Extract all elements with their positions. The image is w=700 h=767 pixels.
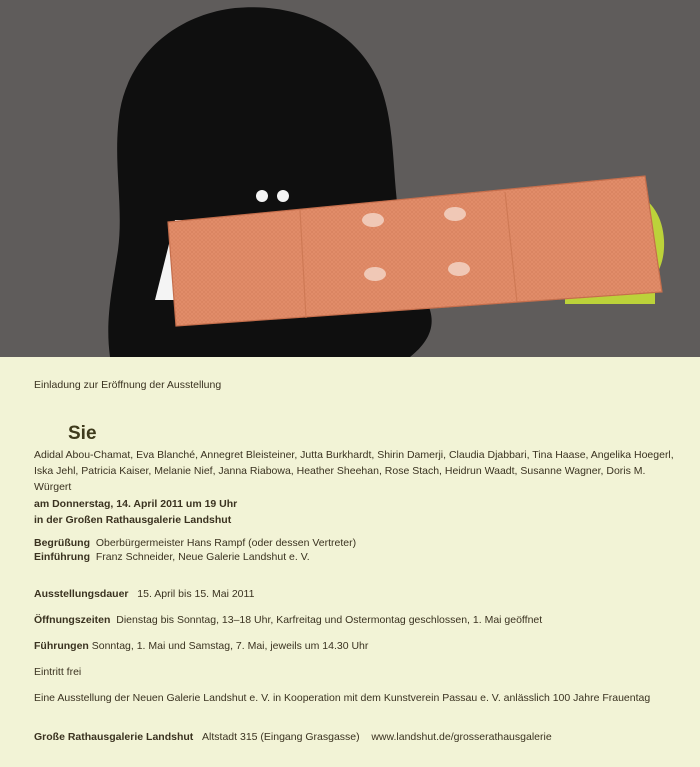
tours-label: Führungen — [34, 640, 89, 652]
hours-label: Öffnungszeiten — [34, 614, 111, 626]
artist-list: Adidal Abou-Chamat, Eva Blanché, Annegret Bleisteiner, Jutta Burkhardt, Shirin Damerji, Claudia Djabbari, Tina Haase, Angelika Hoegerl, Iska Jehl, Patricia Kaiser, Melanie Nief, Janna Riabowa, Heather Sheehan, Rose Stach, Heidrun Waadt, Susanne Wagner, Doris M. Würgert — [34, 449, 674, 493]
exhibition-title: Sie — [68, 423, 97, 444]
hero-image — [0, 0, 700, 357]
introduction-label: Einführung — [34, 551, 90, 563]
introduction-line — [34, 550, 310, 565]
invitation-text — [0, 357, 700, 767]
umlaut-dot-left — [256, 190, 268, 202]
venue-address: Altstadt 315 (Eingang Grasgasse) — [202, 731, 360, 743]
greeting-label: Begrüßung — [34, 537, 90, 549]
venue-name: Große Rathausgalerie Landshut — [34, 731, 194, 743]
venue-url: www.landshut.de/grosserathausgalerie — [371, 731, 552, 743]
admission: Eintritt frei — [34, 666, 82, 678]
duration-line — [34, 587, 254, 602]
venue-line — [34, 730, 552, 745]
tours-value: Sonntag, 1. Mai und Samstag, 7. Mai, jeweils um 14.30 Uhr — [91, 640, 369, 652]
opening-place: in der Großen Rathausgalerie Landshut — [34, 514, 232, 526]
opening-date: am Donnerstag, 14. April 2011 um 19 Uhr — [34, 498, 238, 510]
hours-value: Dienstag bis Sonntag, 13–18 Uhr, Karfreitag und Ostermontag geschlossen, 1. Mai geöffnet — [116, 614, 543, 626]
introduction-value: Franz Schneider, Neue Galerie Landshut e. V. — [95, 551, 310, 563]
duration-label: Ausstellungsdauer — [34, 588, 129, 600]
umlaut-dot-right — [277, 190, 289, 202]
cooperation-note: Eine Ausstellung der Neuen Galerie Landshut e. V. in Kooperation mit dem Kunstverein Passau e. V. anlässlich 100 Jahre Frauentag — [34, 692, 651, 704]
silhouette-artwork — [0, 0, 700, 357]
duration-value: 15. April bis 15. Mai 2011 — [137, 588, 255, 600]
tours-line — [34, 639, 368, 654]
invitation-heading: Einladung zur Eröffnung der Ausstellung — [34, 379, 222, 391]
greeting-value: Oberbürgermeister Hans Rampf (oder dessen Vertreter) — [95, 537, 357, 549]
hours-line — [34, 613, 542, 628]
greeting-line — [34, 536, 356, 551]
